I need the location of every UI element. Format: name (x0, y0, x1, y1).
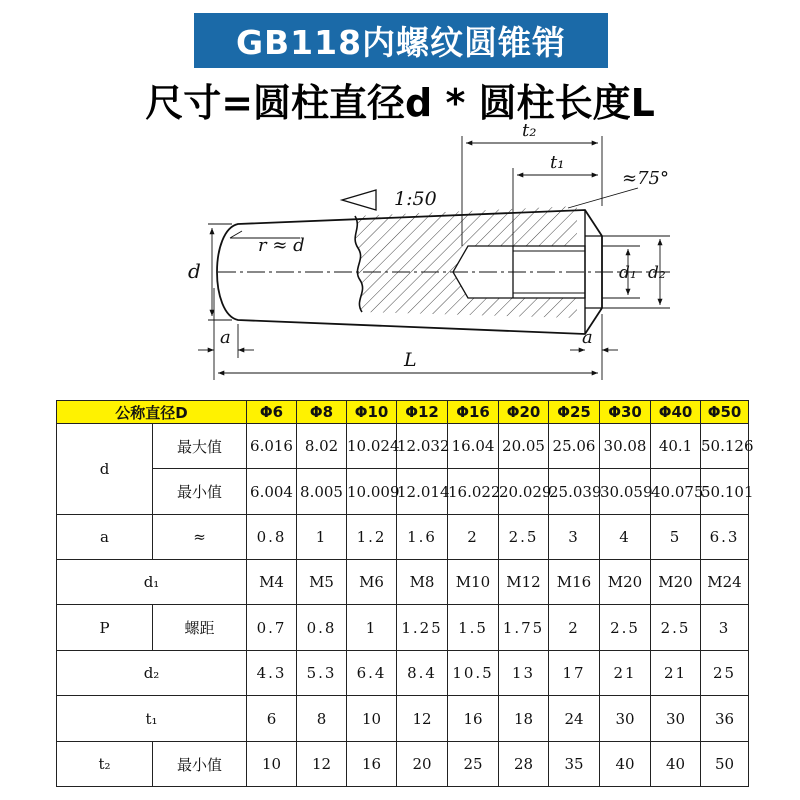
table-row-t1 (57, 696, 749, 742)
table-cell: 1.75 (499, 605, 549, 651)
table-cell: 1 (347, 605, 397, 651)
table-cell: 12.014 (397, 469, 448, 515)
table-cell: 6.016 (247, 424, 297, 469)
table-cell: 10.009 (347, 469, 397, 515)
table-cell: 16 (448, 696, 499, 742)
table-cell: 10.5 (448, 651, 499, 696)
col-header: Φ10 (347, 401, 397, 424)
table-cell: 20.05 (499, 424, 549, 469)
col-header: Φ40 (651, 401, 701, 424)
table-cell: 0.7 (247, 605, 297, 651)
table-cell: 3 (701, 605, 749, 651)
table-cell: 5.3 (297, 651, 347, 696)
col-header: Φ25 (549, 401, 600, 424)
table-cell: 16.04 (448, 424, 499, 469)
table-cell: 20.029 (499, 469, 549, 515)
table-cell: M24 (701, 560, 749, 605)
table-cell: 16.022 (448, 469, 499, 515)
table-cell: 35 (549, 742, 600, 787)
table-row-d-max (57, 424, 749, 469)
table-row-d1 (57, 560, 749, 605)
table-cell: 2 (448, 515, 499, 560)
table-cell: M20 (600, 560, 651, 605)
col-header: Φ20 (499, 401, 549, 424)
table-cell: M8 (397, 560, 448, 605)
technical-drawing (170, 118, 690, 390)
table-cell: 50 (701, 742, 749, 787)
row-label-p: P (57, 605, 153, 651)
row-label-a: a (57, 515, 153, 560)
table-cell: 0.8 (247, 515, 297, 560)
table-cell: 12.032 (397, 424, 448, 469)
label-radius: r ≈ d (258, 235, 305, 256)
label-a-left: a (220, 327, 231, 348)
table-cell: 1 (297, 515, 347, 560)
header-label: 公称直径D (57, 401, 247, 424)
row-sublabel-min: 最小值 (153, 742, 247, 787)
table-cell: 30.059 (600, 469, 651, 515)
table-cell: M5 (297, 560, 347, 605)
table-row-d-min (57, 469, 749, 515)
table-cell: 25 (701, 651, 749, 696)
label-t1: t₁ (550, 152, 565, 173)
table-cell: M6 (347, 560, 397, 605)
row-label-t1: t₁ (57, 696, 247, 742)
label-t2: t₂ (522, 120, 537, 141)
label-d1: d₁ (619, 263, 637, 283)
table-cell: 40.075 (651, 469, 701, 515)
table-cell: M4 (247, 560, 297, 605)
table-cell: 13 (499, 651, 549, 696)
col-header: Φ50 (701, 401, 749, 424)
table-cell: 25.06 (549, 424, 600, 469)
table-cell: 40 (651, 742, 701, 787)
row-label-d1: d₁ (57, 560, 247, 605)
table-cell: 12 (397, 696, 448, 742)
table-cell: 40 (600, 742, 651, 787)
table-cell: 50.101 (701, 469, 749, 515)
table-cell: 12 (297, 742, 347, 787)
col-header: Φ8 (297, 401, 347, 424)
table-cell: 10 (347, 696, 397, 742)
table-cell: 20 (397, 742, 448, 787)
table-cell: 1.5 (448, 605, 499, 651)
table-cell: 16 (347, 742, 397, 787)
table-cell: 25.039 (549, 469, 600, 515)
table-cell: 4 (600, 515, 651, 560)
col-header: Φ6 (247, 401, 297, 424)
taper-symbol (342, 190, 376, 210)
table-cell: 5 (651, 515, 701, 560)
table-cell: 1.25 (397, 605, 448, 651)
table-cell: 21 (600, 651, 651, 696)
table-row-t2 (57, 742, 749, 787)
label-L: L (404, 349, 417, 371)
table-cell: 2 (549, 605, 600, 651)
row-sublabel-max: 最大值 (153, 424, 247, 469)
table-cell: M12 (499, 560, 549, 605)
label-angle: ≈75° (622, 168, 669, 189)
table-row-p (57, 605, 749, 651)
table-cell: 10.024 (347, 424, 397, 469)
table-cell: 8 (297, 696, 347, 742)
table-cell: 25 (448, 742, 499, 787)
spec-table (56, 400, 754, 787)
table-cell: 6.004 (247, 469, 297, 515)
table-cell: 30.08 (600, 424, 651, 469)
table-cell: M10 (448, 560, 499, 605)
table-cell: 0.8 (297, 605, 347, 651)
table-cell: 17 (549, 651, 600, 696)
page-title: GB118内螺纹圆锥销 (235, 23, 567, 62)
table-row-d2 (57, 651, 749, 696)
label-d2: d₂ (648, 263, 666, 283)
row-sublabel-approx: ≈ (153, 515, 247, 560)
table-cell: 6.4 (347, 651, 397, 696)
table-cell: 18 (499, 696, 549, 742)
table-cell: 30 (600, 696, 651, 742)
table-cell: 2.5 (499, 515, 549, 560)
row-label-d: d (57, 424, 153, 515)
table-cell: 6 (247, 696, 297, 742)
table-cell: 10 (247, 742, 297, 787)
table-cell: M16 (549, 560, 600, 605)
row-sublabel-min: 最小值 (153, 469, 247, 515)
label-taper: 1:50 (394, 188, 437, 210)
table-cell: 2.5 (651, 605, 701, 651)
table-cell: 4.3 (247, 651, 297, 696)
table-cell: 8.4 (397, 651, 448, 696)
table-cell: 50.126 (701, 424, 749, 469)
table-header-row (57, 401, 749, 424)
col-header: Φ30 (600, 401, 651, 424)
table-cell: 2.5 (600, 605, 651, 651)
table-cell: 28 (499, 742, 549, 787)
table-cell: 6.3 (701, 515, 749, 560)
row-sublabel-pitch: 螺距 (153, 605, 247, 651)
table-cell: 30 (651, 696, 701, 742)
size-formula: 尺寸=圆柱直径d * 圆柱长度L (145, 81, 655, 125)
table-cell: 3 (549, 515, 600, 560)
title-banner (194, 13, 608, 68)
table-cell: 24 (549, 696, 600, 742)
table-cell: 36 (701, 696, 749, 742)
table-cell: M20 (651, 560, 701, 605)
table-row-a (57, 515, 749, 560)
table-cell: 1.2 (347, 515, 397, 560)
table-cell: 8.005 (297, 469, 347, 515)
table-cell: 21 (651, 651, 701, 696)
label-d: d (188, 259, 201, 283)
col-header: Φ12 (397, 401, 448, 424)
table-cell: 1.6 (397, 515, 448, 560)
col-header: Φ16 (448, 401, 499, 424)
table-cell: 8.02 (297, 424, 347, 469)
table-cell: 40.1 (651, 424, 701, 469)
label-a-right: a (582, 327, 593, 348)
row-label-t2: t₂ (57, 742, 153, 787)
row-label-d2: d₂ (57, 651, 247, 696)
